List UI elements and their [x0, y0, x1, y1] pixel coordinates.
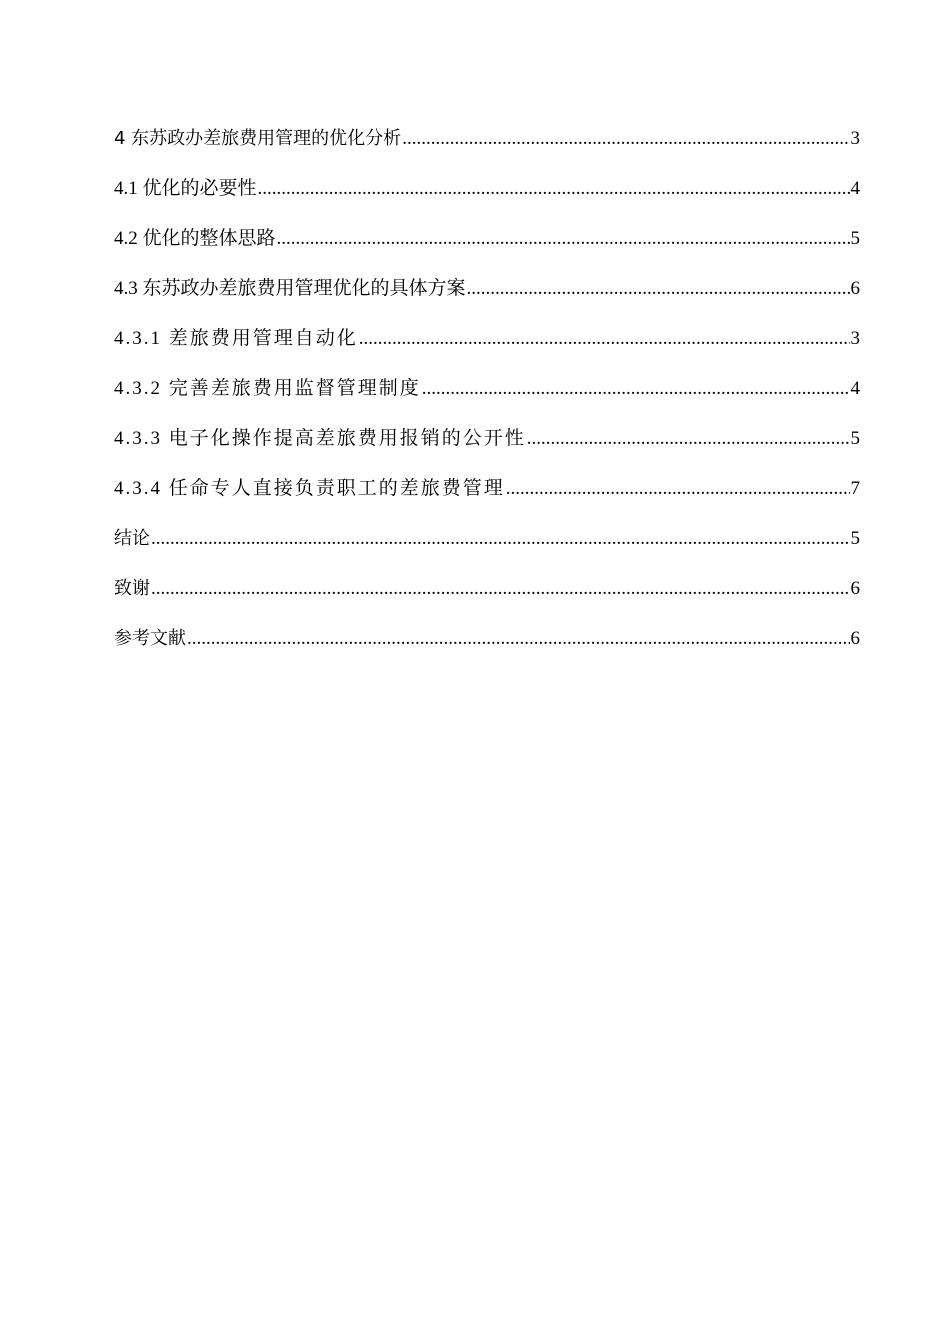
toc-entry-title: 4.3.1 差旅费用管理自动化: [114, 328, 358, 349]
toc-entry[interactable]: [114, 424, 860, 474]
toc-entry-page: 4: [850, 378, 860, 399]
toc-entry[interactable]: [114, 574, 860, 624]
toc-entry[interactable]: [114, 274, 860, 324]
toc-entry-title: 4.3.3 电子化操作提高差旅费用报销的公开性: [114, 428, 526, 449]
toc-entry[interactable]: [114, 174, 860, 224]
toc-entry-page: 3: [850, 328, 860, 349]
toc-entry-page: 6: [850, 278, 860, 299]
toc-entry-page: 6: [850, 628, 860, 649]
toc-entry[interactable]: [114, 124, 860, 174]
toc-dot-leader: [151, 574, 850, 604]
toc-entry-page: 3: [850, 128, 860, 149]
toc-entry-page: 6: [850, 578, 860, 599]
toc-entry-title: 结论: [114, 528, 150, 549]
toc-entry[interactable]: [114, 524, 860, 574]
toc-dot-leader: [402, 124, 849, 154]
toc-entry-page: 5: [850, 528, 860, 549]
toc-entry[interactable]: [114, 374, 860, 424]
toc-entry-title: 4.1 优化的必要性: [114, 178, 257, 199]
toc-dot-leader: [467, 274, 850, 304]
table-of-contents: [114, 124, 860, 674]
toc-dot-leader: [258, 174, 850, 204]
toc-dot-leader: [359, 324, 850, 354]
toc-entry-page: 4: [850, 178, 860, 199]
toc-entry-title: 致谢: [114, 578, 150, 599]
toc-entry-title: 4.3 东苏政办差旅费用管理优化的具体方案: [114, 278, 466, 299]
toc-entry-page: 5: [850, 228, 860, 249]
toc-entry-title: 4.3.4 任命专人直接负责职工的差旅费管理: [114, 478, 505, 499]
toc-dot-leader: [506, 474, 850, 504]
toc-entry-title: 4.3.2 完善差旅费用监督管理制度: [114, 378, 421, 399]
toc-entry-page: 5: [850, 428, 860, 449]
toc-entry[interactable]: [114, 624, 860, 674]
toc-dot-leader: [151, 524, 850, 554]
toc-entry[interactable]: [114, 224, 860, 274]
toc-entry[interactable]: [114, 474, 860, 524]
toc-dot-leader: [277, 224, 850, 254]
toc-entry-page: 7: [850, 478, 860, 499]
toc-dot-leader: [527, 424, 850, 454]
toc-entry-title: 4.2 优化的整体思路: [114, 228, 276, 249]
toc-dot-leader: [187, 624, 850, 654]
toc-entry-title: 4 东苏政办差旅费用管理的优化分析: [114, 128, 402, 149]
toc-dot-leader: [422, 374, 850, 404]
toc-entry-title: 参考文献: [114, 628, 186, 649]
toc-entry[interactable]: [114, 324, 860, 374]
